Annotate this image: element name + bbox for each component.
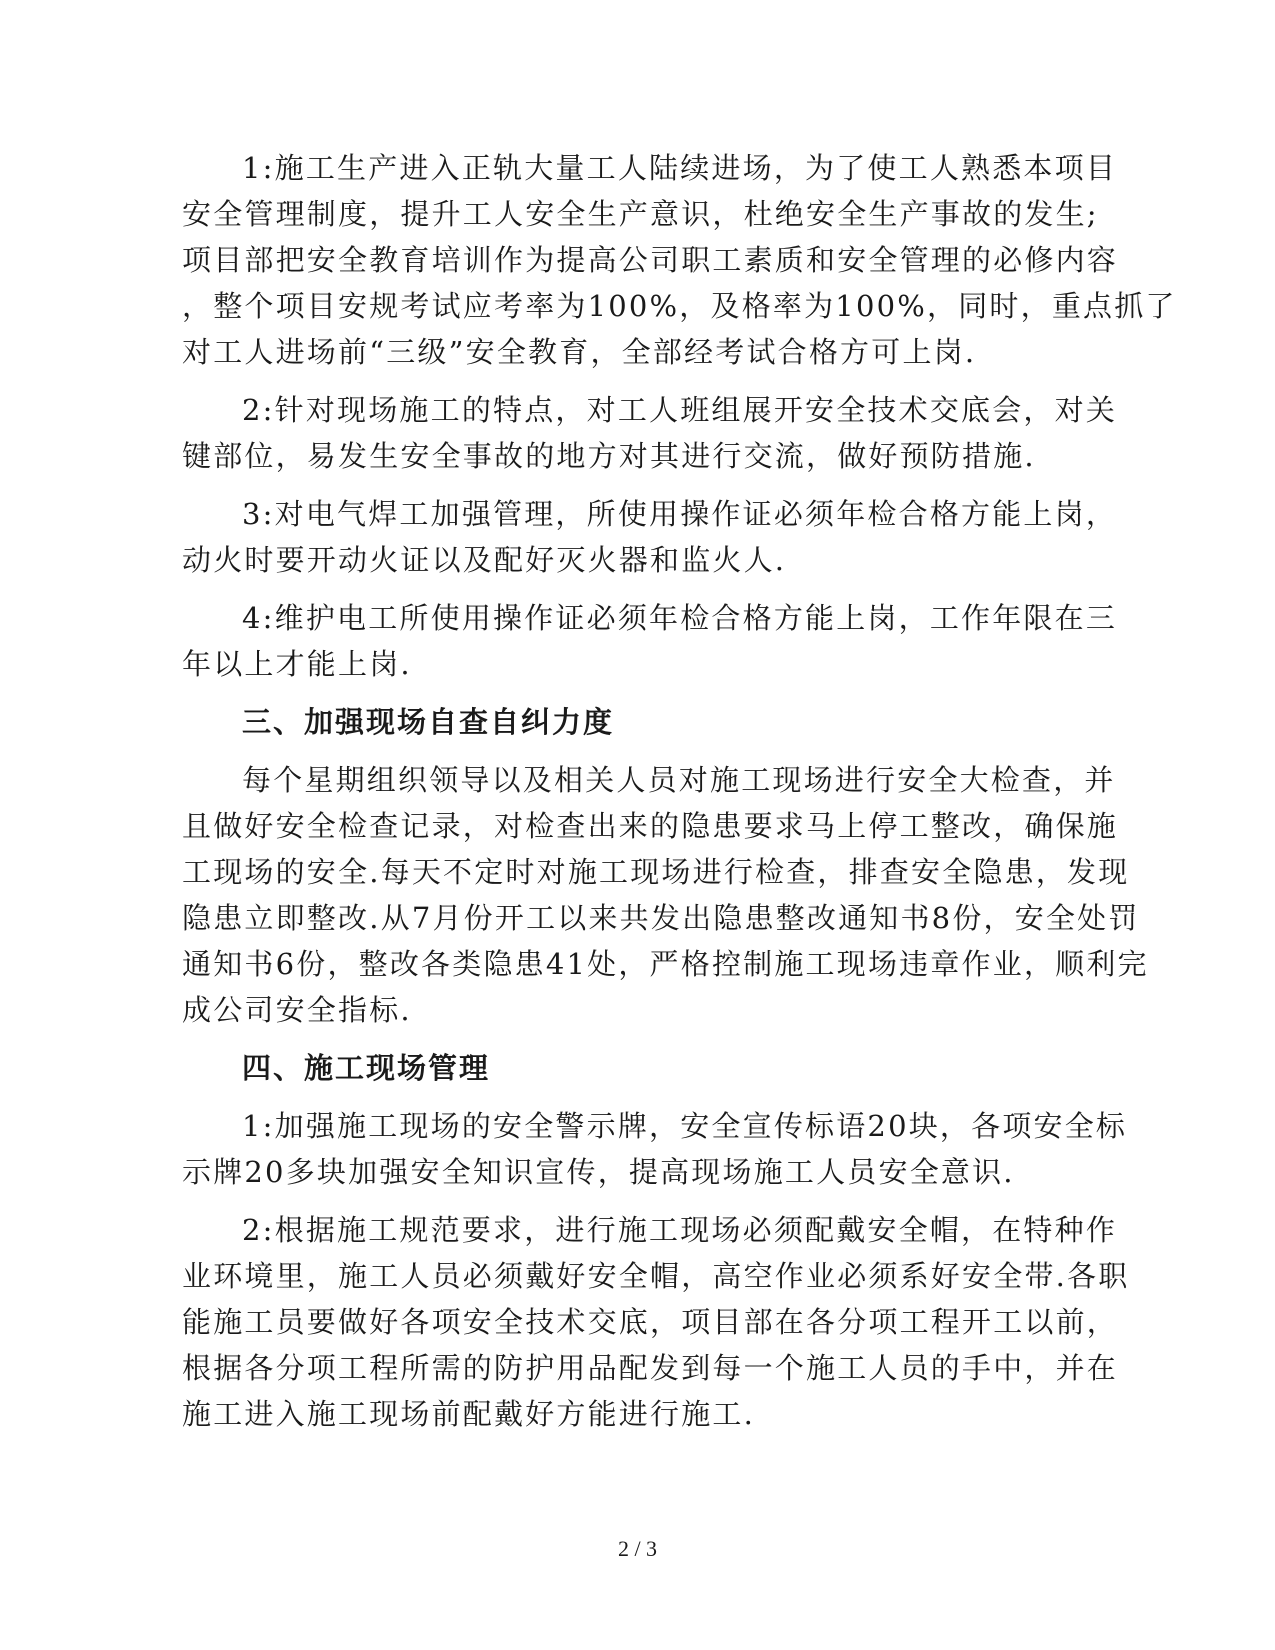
paragraph-item-3: [182, 491, 1118, 583]
text-line: 2:根据施工规范要求，进行施工现场必须配戴安全帽，在特种作: [242, 1213, 1118, 1247]
text-line: 1:加强施工现场的安全警示牌，安全宣传标语20块，各项安全标: [242, 1109, 1128, 1143]
text-line: 隐患立即整改.从7月份开工以来共发出隐患整改通知书8份，安全处罚: [182, 901, 1140, 935]
text-line: 2:针对现场施工的特点，对工人班组展开安全技术交底会，对关: [242, 393, 1118, 427]
text-line: 对工人进场前“三级”安全教育，全部经考试合格方可上岗.: [182, 335, 977, 369]
text-line: 根据各分项工程所需的防护用品配发到每一个施工人员的手中，并在: [182, 1351, 1119, 1385]
paragraph-item-2: [182, 387, 1118, 479]
text-line: 年以上才能上岗.: [182, 647, 412, 681]
text-line: 工现场的安全.每天不定时对施工现场进行检查，排查安全隐患，发现: [182, 855, 1130, 889]
paragraph-item-4: [182, 595, 1118, 687]
text-line: 安全管理制度，提升工人安全生产意识，杜绝安全生产事故的发生;: [182, 197, 1099, 231]
section-heading-self-inspection: 三、加强现场自查自纠力度: [242, 705, 615, 739]
text-line: 业环境里，施工人员必须戴好安全帽，高空作业必须系好安全带.各职: [182, 1259, 1130, 1293]
text-line: 项目部把安全教育培训作为提高公司职工素质和安全管理的必修内容: [182, 243, 1119, 277]
text-line: 每个星期组织领导以及相关人员对施工现场进行安全大检查，并: [242, 763, 1116, 797]
text-line: 3:对电气焊工加强管理，所使用操作证必须年检合格方能上岗，: [242, 497, 1118, 531]
text-line: 施工进入施工现场前配戴好方能进行施工.: [182, 1397, 756, 1431]
text-line: 通知书6份，整改各类隐患41处，严格控制施工现场违章作业，顺利完: [182, 947, 1149, 981]
text-line: ，整个项目安规考试应考率为100%，及格率为100%，同时，重点抓了: [182, 289, 1177, 323]
page-number: 2 / 3: [617, 1536, 658, 1561]
text-line: 能施工员要做好各项安全技术交底，项目部在各分项工程开工以前，: [182, 1305, 1119, 1339]
text-line: 键部位，易发生安全事故的地方对其进行交流，做好预防措施.: [182, 439, 1036, 473]
text-line: 示牌20多块加强安全知识宣传，提高现场施工人员安全意识.: [182, 1155, 1015, 1189]
section-heading-site-management: 四、施工现场管理: [242, 1051, 491, 1085]
document-body: [182, 145, 1177, 1449]
paragraph-item-1: [182, 145, 1177, 375]
text-line: 4:维护电工所使用操作证必须年检合格方能上岗，工作年限在三: [242, 601, 1118, 635]
text-line: 且做好安全检查记录，对检查出来的隐患要求马上停工整改，确保施: [182, 809, 1119, 843]
text-line: 1:施工生产进入正轨大量工人陆续进场，为了使工人熟悉本项目: [242, 151, 1118, 185]
text-line: 动火时要开动火证以及配好灭火器和监火人.: [182, 543, 787, 577]
paragraph-self-inspection: [182, 757, 1149, 1033]
text-line: 成公司安全指标.: [182, 993, 412, 1027]
paragraph-site-management-2: [182, 1207, 1130, 1437]
paragraph-site-management-1: [182, 1103, 1128, 1195]
